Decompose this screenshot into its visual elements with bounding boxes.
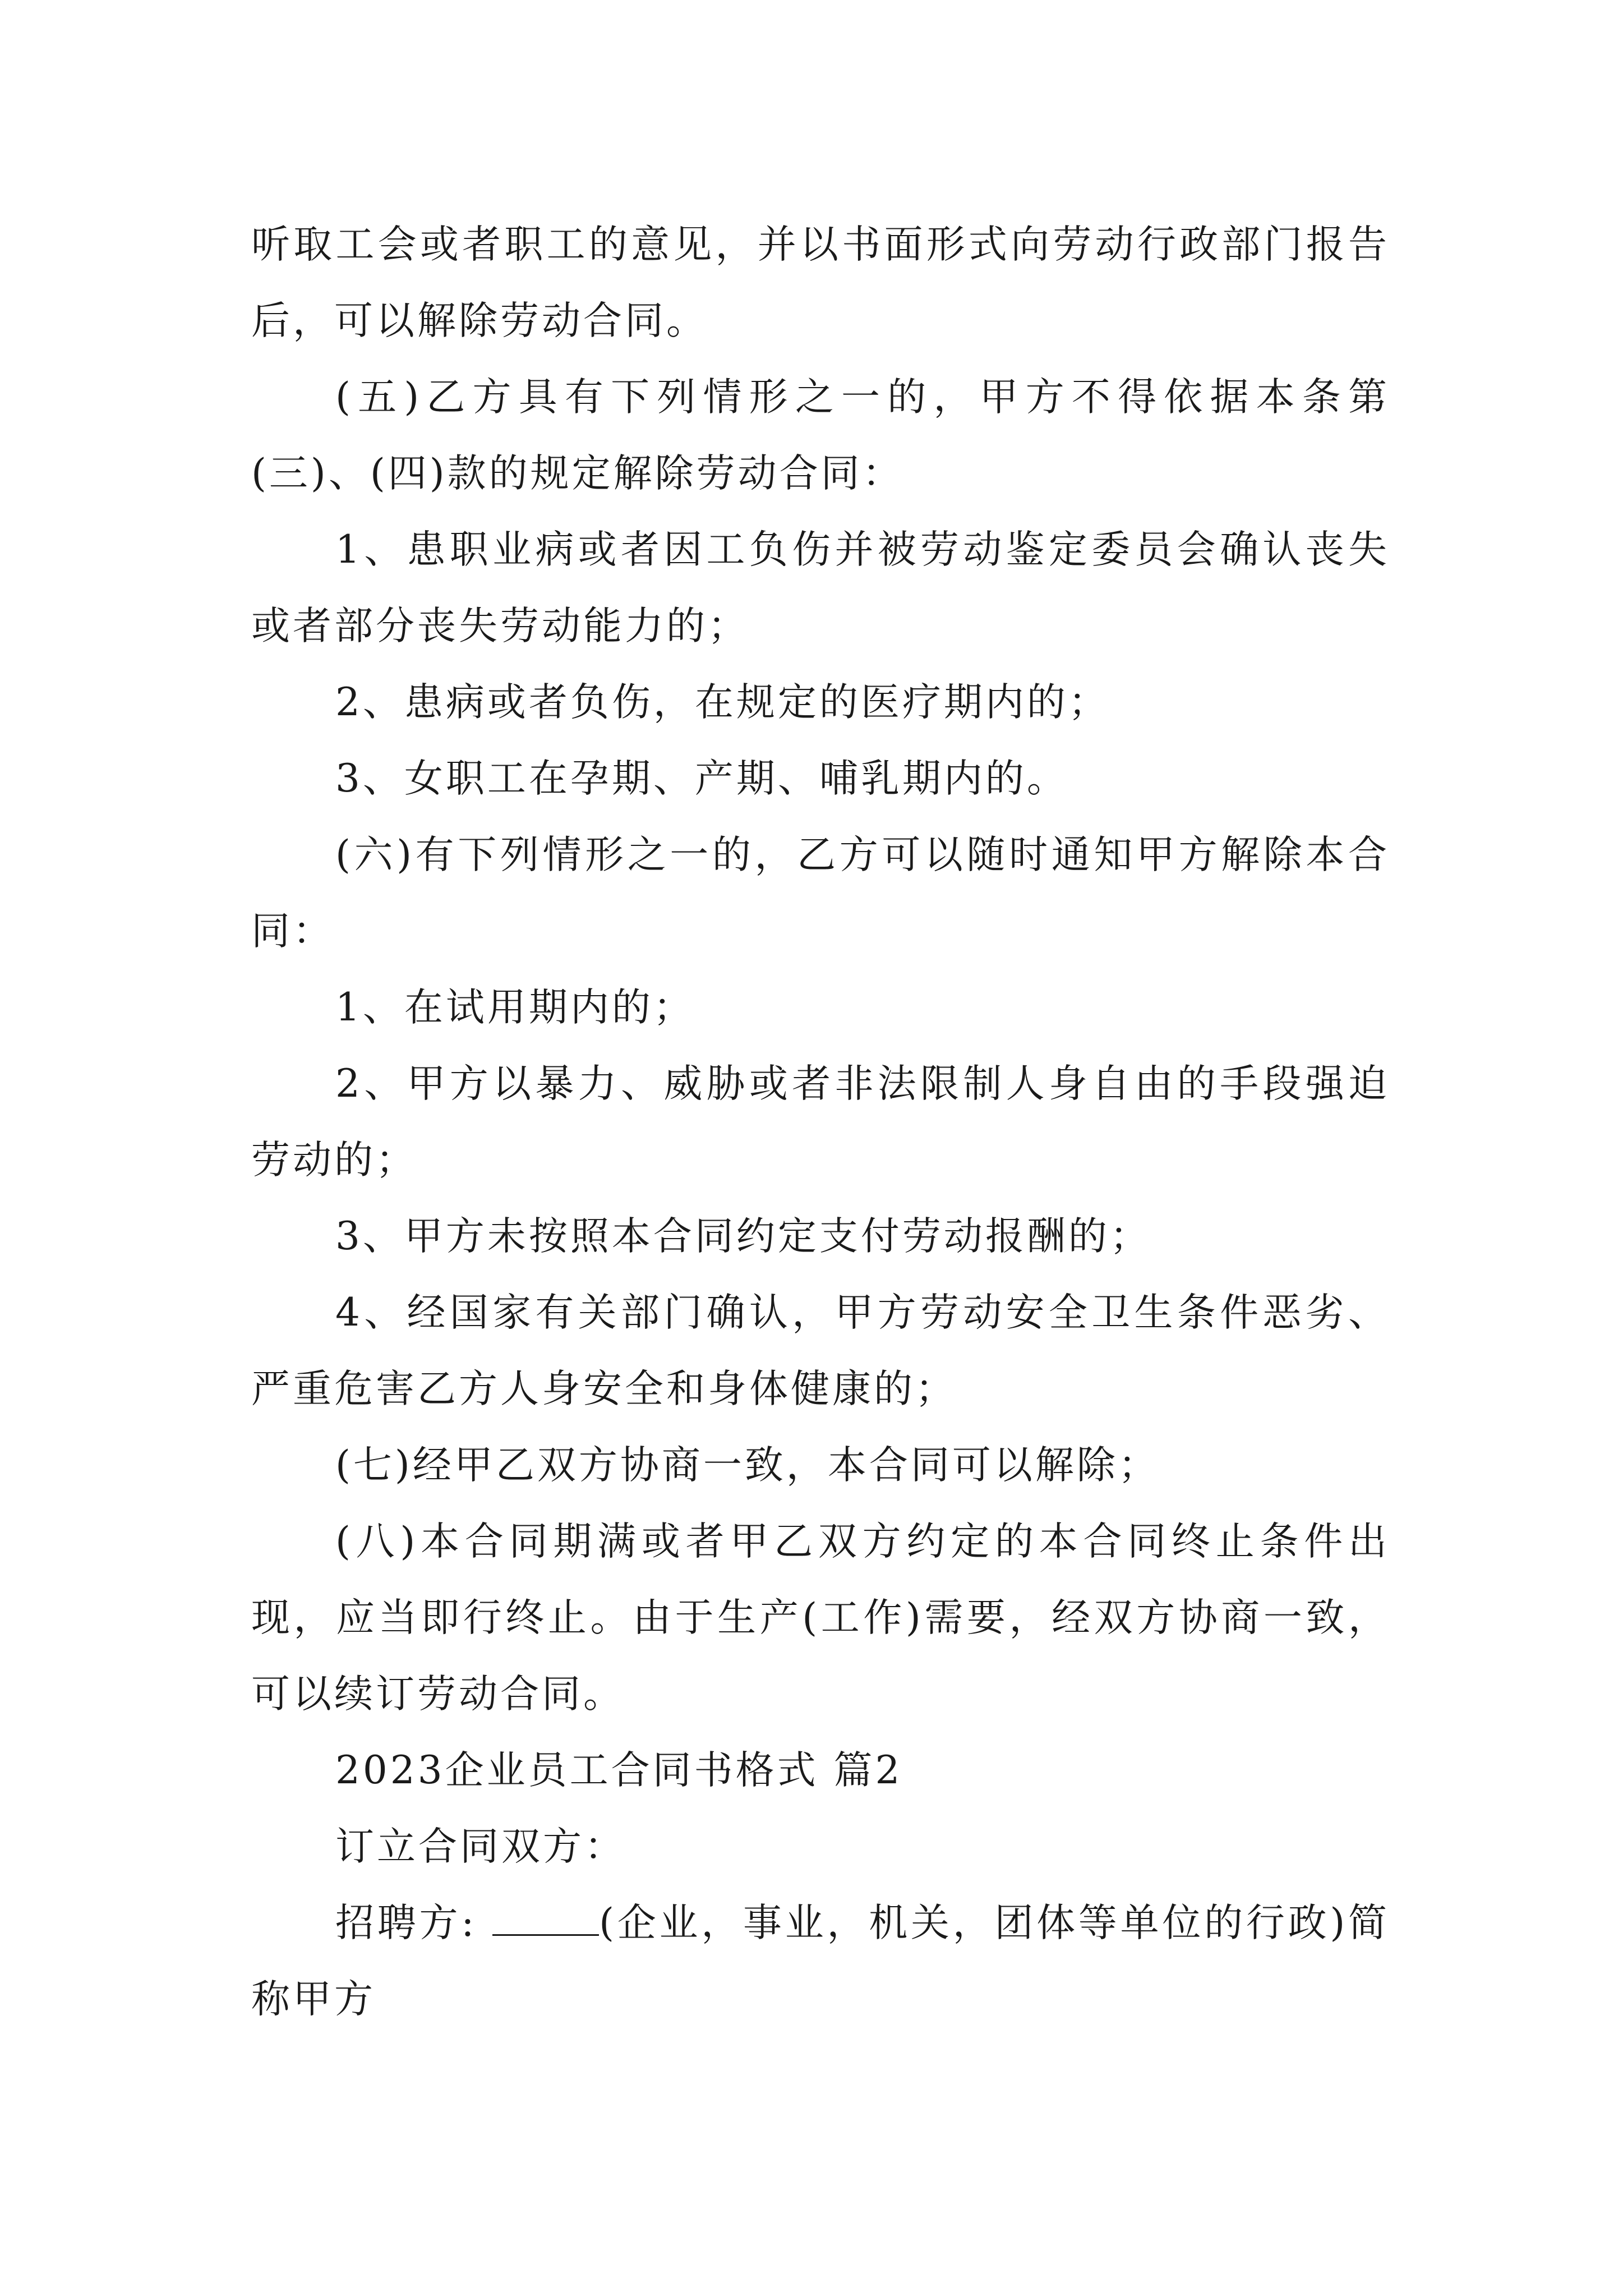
blank-fill-line — [492, 1905, 599, 1936]
paragraph-clause-6-item-2: 2、甲方以暴力、威胁或者非法限制人身自由的手段强迫劳动的； — [251, 1061, 1390, 1182]
paragraph-clause-7: (七)经甲乙双方协商一致，本合同可以解除； — [335, 1443, 1160, 1488]
paragraph-clause-6: (六)有下列情形之一的，乙方可以随时通知甲方解除本合同： — [251, 832, 1390, 954]
employer-description: (企业，事业，机关，团体等单位的行政)简称甲方 — [251, 1901, 1390, 2022]
paragraph-continuation: 听取工会或者职工的意见，并以书面形式向劳动行政部门报告后，可以解除劳动合同。 — [251, 222, 1390, 343]
paragraph-clause-5: (五)乙方具有下列情形之一的，甲方不得依据本条第(三)、(四)款的规定解除劳动合同： — [251, 375, 1390, 496]
paragraph-parties-intro: 订立合同双方： — [335, 1824, 626, 1869]
paragraph-clause-5-item-3: 3、女职工在孕期、产期、哺乳期内的。 — [335, 756, 1068, 801]
document-body — [251, 206, 1390, 2037]
paragraph-clause-6-item-4: 4、经国家有关部门确认，甲方劳动安全卫生条件恶劣、严重危害乙方人身安全和身体健康的； — [251, 1290, 1390, 1411]
paragraph-clause-5-item-2: 2、患病或者负伤，在规定的医疗期内的； — [335, 680, 1110, 725]
paragraph-clause-6-item-1: 1、在试用期内的； — [335, 985, 695, 1030]
paragraph-clause-6-item-3: 3、甲方未按照本合同约定支付劳动报酬的； — [335, 1214, 1151, 1259]
section-heading: 2023企业员工合同书格式 篇2 — [335, 1748, 903, 1793]
paragraph-clause-8: (八)本合同期满或者甲乙双方约定的本合同终止条件出现，应当即行终止。由于生产(工作)需要，经双方协商一致，可以续订劳动合同。 — [251, 1519, 1390, 1717]
employer-label: 招聘方: — [335, 1901, 493, 1945]
paragraph-clause-5-item-1: 1、患职业病或者因工负伤并被劳动鉴定委员会确认丧失或者部分丧失劳动能力的； — [251, 527, 1390, 648]
paragraph-employer-line — [251, 1885, 1390, 2037]
